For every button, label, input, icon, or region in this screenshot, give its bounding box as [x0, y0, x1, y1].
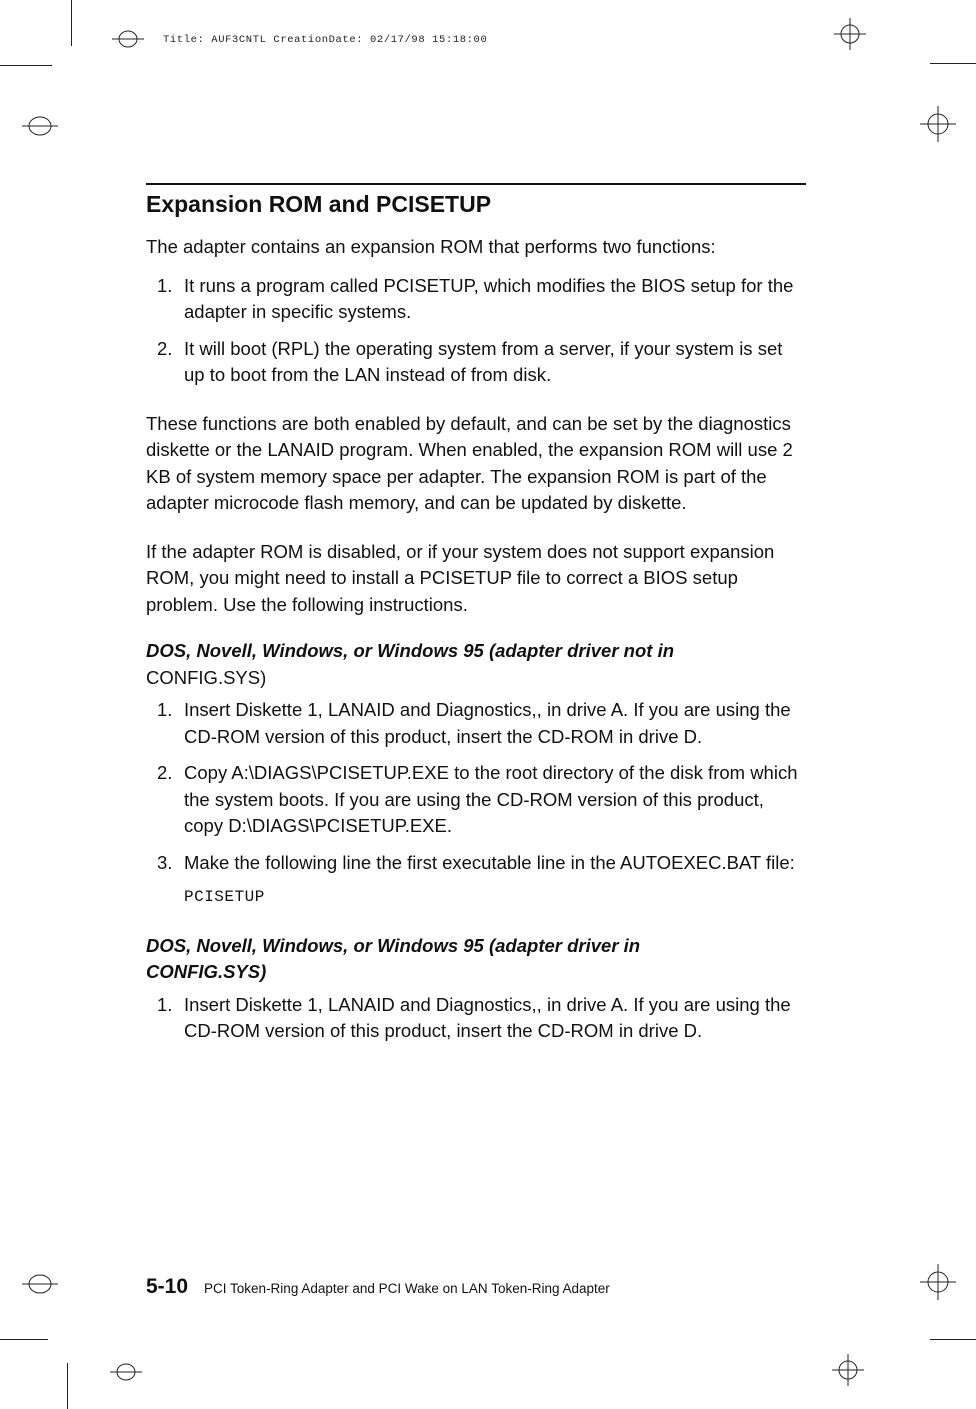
list-item: 3. Make the following line the first executable line in the AUTOEXEC.BAT file: PCISETUP	[146, 850, 806, 911]
page-content	[146, 190, 806, 1067]
registration-mark-bottom-left-icon	[108, 1360, 144, 1384]
crop-mark-top-left-horizontal	[0, 65, 52, 66]
disabled-rom-paragraph: If the adapter ROM is disabled, or if your system does not support expansion ROM, you might need to install a PCISETUP file to correct a BIOS setup problem. Use the following instructions.	[146, 540, 775, 615]
print-header-meta: Title: AUF3CNTL CreationDate: 02/17/98 15:18:00	[163, 34, 488, 46]
list-item: 1. It runs a program called PCISETUP, which modifies the BIOS setup for the adapter in specific systems.	[157, 274, 794, 322]
functions-list	[146, 273, 806, 389]
crop-mark-top-left-vertical	[71, 0, 72, 46]
registration-mark-right-lower-icon	[918, 1262, 958, 1302]
registration-mark-top-right-icon	[832, 16, 868, 52]
registration-mark-right-upper-icon	[918, 104, 958, 144]
section-title: Expansion ROM and PCISETUP	[146, 191, 492, 217]
section-rule	[146, 183, 806, 185]
crop-mark-top-right-horizontal	[930, 63, 976, 64]
list-item: 1. Insert Diskette 1, LANAID and Diagnostics,, in drive A. If you are using the CD-ROM version of this product, insert the CD-ROM in drive D.	[157, 699, 791, 747]
crop-mark-bottom-left-horizontal	[0, 1339, 48, 1340]
code-sample: PCISETUP	[184, 888, 265, 906]
crop-mark-bottom-right-horizontal	[930, 1339, 976, 1340]
subsection-heading-driver-not-in-config: DOS, Novell, Windows, or Windows 95 (adapter driver not in CONFIG.SYS)	[146, 640, 675, 688]
registration-mark-top-left-icon	[110, 27, 146, 51]
subsection-heading-driver-in-config: DOS, Novell, Windows, or Windows 95 (adapter driver in CONFIG.SYS)	[146, 934, 641, 982]
registration-mark-bottom-right-icon	[830, 1352, 866, 1388]
crop-mark-bottom-left-vertical	[67, 1363, 68, 1409]
registration-mark-left-upper-icon	[20, 112, 60, 140]
defaults-paragraph: These functions are both enabled by default, and can be set by the diagnostics diskette or the LANAID program. When enabled, the expansion ROM will use 2 KB of system memory space per adapter. The expansion ROM is part of the adapter microcode flash memory, and can be updated by diskette.	[146, 412, 793, 513]
page-footer	[146, 1275, 610, 1299]
list-item: 2. Copy A:\DIAGS\PCISETUP.EXE to the root directory of the disk from which the system boots. If you are using the CD-ROM version of this product, copy D:\DIAGS\PCISETUP.EXE.	[157, 762, 798, 836]
steps-list-driver-in-config	[146, 992, 806, 1045]
list-item: 2. It will boot (RPL) the operating system from a server, if your system is set up to boot from the LAN instead of from disk.	[157, 337, 783, 385]
registration-mark-left-lower-icon	[20, 1270, 60, 1298]
steps-list-driver-not-in-config	[146, 697, 806, 911]
intro-paragraph: The adapter contains an expansion ROM that performs two functions:	[146, 236, 716, 257]
list-item: 1. Insert Diskette 1, LANAID and Diagnostics,, in drive A. If you are using the CD-ROM version of this product, insert the CD-ROM in drive D.	[157, 993, 791, 1041]
book-title: PCI Token-Ring Adapter and PCI Wake on LAN Token-Ring Adapter	[204, 1281, 610, 1296]
page-number: 5-10	[146, 1275, 189, 1298]
